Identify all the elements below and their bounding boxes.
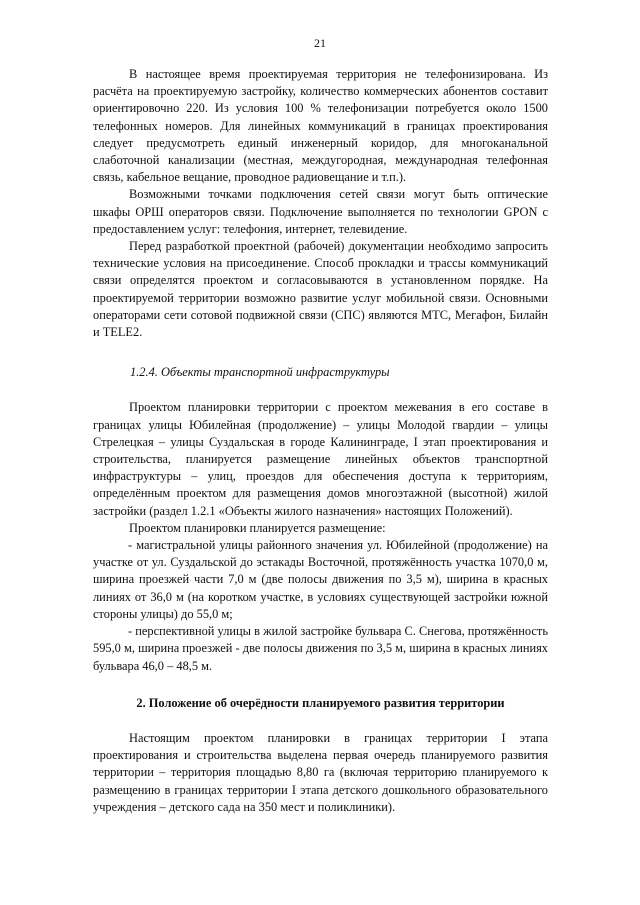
paragraph-transport-infrastructure: Проектом планировки территории с проектом межевания в его составе в границах улицы Юбилейная (продолжение) – улицы Молодой гвардии – улицы Стрелецкая – улицы Суздальская в городе Калининграде, I этап проектирования и строительства, планируется размещение линейных объектов транспортной инфраструктуры – улиц, проездов для обеспечения доступа к территориям, определённым проектом для размещения домов многоэтажной (высотной) жилой застройки (раздел 1.2.1 «Объекты жилого назначения» настоящих Положений). (93, 400, 548, 518)
list-item-boulevard: - перспективной улицы в жилой застройке бульвара С. Снегова, протяжённость 595,0 м, ширина проезжей - две полосы движения по 3,5 м, ширина в красных линиях бульвара 46,0 – 48,5 м. (93, 624, 548, 673)
paragraph-connection-points: Возможными точками подключения сетей связи могут быть оптические шкафы ОРШ операторов связи. Подключение выполняется по технологии GPON с предоставлением услуг: телефония, интернет, телевидение. (93, 187, 548, 236)
paragraph-planned-placement: Проектом планировки планируется размещение: (129, 520, 386, 535)
paragraph-telephony: В настоящее время проектируемая территория не телефонизирована. Из расчёта на проектируемую застройку, количество коммерческих абонентов составит ориентировочно 220. Из условия 100 % телефонизации потребуется около 1500 телефонных номеров. Для линейных коммуникаций в границах проектирования следует предусмотреть единый инженерный коридор, для многоканальной слаботочной канализации (местная, междугородная, международная телефонная связь, кабельное вещание, проводное радиовещание и т.п.). (93, 67, 548, 185)
subsection-heading-transport: 1.2.4. Объекты транспортной инфраструктуры (130, 365, 390, 380)
page-content (93, 66, 548, 816)
paragraph-technical-conditions: Перед разработкой проектной (рабочей) документации необходимо запросить технические условия на присоединение. Способ прокладки и трассы коммуникаций связи определятся проектом и согласовываются в установленном порядке. На проектируемой территории возможно развитие услуг мобильной связи. Основными операторами сети сотовой подвижной связи (СПС) являются МТС, Мегафон, Билайн и TELE2. (93, 239, 548, 340)
paragraph-first-stage: Настоящим проектом планировки в границах территории I этапа проектирования и строительства выделена первая очередь планируемого развития территории – территория площадью 8,80 га (включая территорию планируемого к размещению в границах территории I этапа детского дошкольного образовательного учреждения – детского сада на 350 мест и поликлиники). (93, 730, 548, 814)
section-heading-development-order: 2. Положение об очерёдности планируемого развития территории (136, 695, 505, 710)
list-item-main-street: - магистральной улицы районного значения ул. Юбилейной (продолжение) на участке от ул. Суздальской до эстакады Восточной, протяжённость участка 1070,0 м, ширина проезжей части 7,0 м (две полосы движения по 3,5 м), ширина в красных линиях от 36,0 м (на коротком участке, в условиях существующей застройки южной стороны улицы) до 55,0 м; (93, 538, 548, 621)
page-number: 21 (314, 36, 326, 50)
